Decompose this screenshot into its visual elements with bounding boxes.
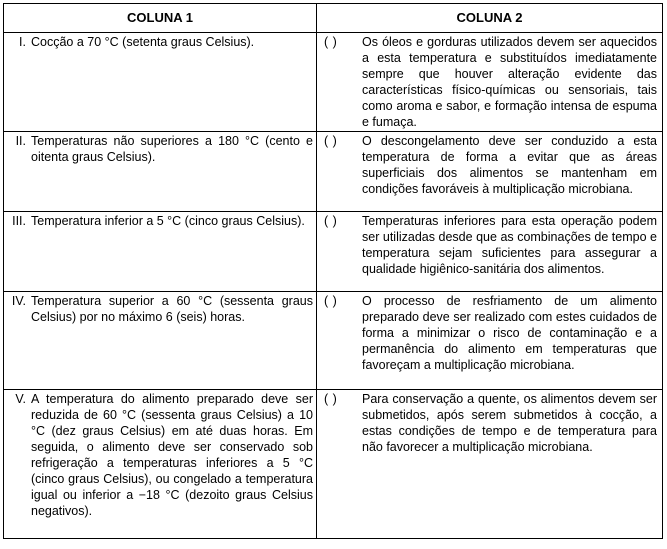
item-number: I. <box>19 35 26 49</box>
column-2-cell <box>317 131 663 211</box>
answer-blank[interactable]: ( ) <box>324 293 338 308</box>
answer-blank[interactable]: ( ) <box>324 391 338 406</box>
column-1-header: COLUNA 1 <box>4 4 317 33</box>
answer-blank[interactable]: ( ) <box>324 213 338 228</box>
column-1-cell <box>4 389 317 538</box>
column-1-cell <box>4 211 317 291</box>
table-row <box>4 211 663 291</box>
item-number: IV. <box>11 293 26 308</box>
item-number: II. <box>15 133 26 148</box>
column-1-text: A temperatura do alimento preparado deve ser reduzida de 60 °C (sessenta graus Celsius) a 10 °C (dez graus Celsius) em até duas horas. Em seguida, o alimento deve ser conservado sob refrigeração a temperaturas inferiores a 5 °C (cinco graus Celsius), ou congelado a temperatura igual ou inferior a −18 °C (dezoito graus Celsius negativos). <box>31 391 313 519</box>
table-row <box>4 291 663 389</box>
column-2-cell <box>317 211 663 291</box>
answer-blank[interactable]: ( ) <box>324 133 338 148</box>
column-2-text: Para conservação a quente, os alimentos devem ser submetidos, após serem submetidos à cocção, a estas condições de tempo e de temperatura para não favorecer a multiplicação microbiana. <box>362 391 657 454</box>
answer-blank[interactable]: ( ) <box>324 35 338 49</box>
matching-table <box>3 3 663 539</box>
table-row <box>4 33 663 132</box>
table-row <box>4 131 663 211</box>
column-1-cell <box>4 33 317 132</box>
column-1-text: Cocção a 70 °C (setenta graus Celsius). <box>31 35 255 49</box>
column-2-header: COLUNA 2 <box>317 4 663 33</box>
column-1-text: Temperatura inferior a 5 °C (cinco graus Celsius). <box>31 213 305 228</box>
column-2-text: O processo de resfriamento de um alimento preparado deve ser realizado com estes cuidados de forma a minimizar o risco de contaminação e a permanência do alimento em temperaturas que favoreçam a multiplicação microbiana. <box>362 293 657 372</box>
column-1-cell <box>4 131 317 211</box>
column-1-text: Temperaturas não superiores a 180 °C (cento e oitenta graus Celsius). <box>31 133 313 164</box>
column-2-cell <box>317 389 663 538</box>
column-2-text: Temperaturas inferiores para esta operação podem ser utilizadas desde que as combinações de tempo e temperatura sejam suficientes para assegurar a qualidade higiênico-sanitária dos alimentos. <box>362 213 657 276</box>
column-1-text: Temperatura superior a 60 °C (sessenta graus Celsius) por no máximo 6 (seis) horas. <box>31 293 313 324</box>
column-2-cell <box>317 291 663 389</box>
column-2-text: O descongelamento deve ser conduzido a esta temperatura de forma a evitar que as áreas superficiais dos alimentos se mantenham em condições favoráveis à multiplicação microbiana. <box>362 133 657 196</box>
header-row <box>4 4 663 33</box>
table-row <box>4 389 663 538</box>
item-number: III. <box>12 213 26 228</box>
item-number: V. <box>15 391 26 406</box>
column-2-cell <box>317 33 663 132</box>
column-1-cell <box>4 291 317 389</box>
column-2-text: Os óleos e gorduras utilizados devem ser aquecidos a esta temperatura e substituídos imediatamente sempre que houver alteração evidente das características físico-químicas ou sensoriais, tais como aroma e sabor, e formação intensa de espuma e fumaça. <box>362 35 657 130</box>
